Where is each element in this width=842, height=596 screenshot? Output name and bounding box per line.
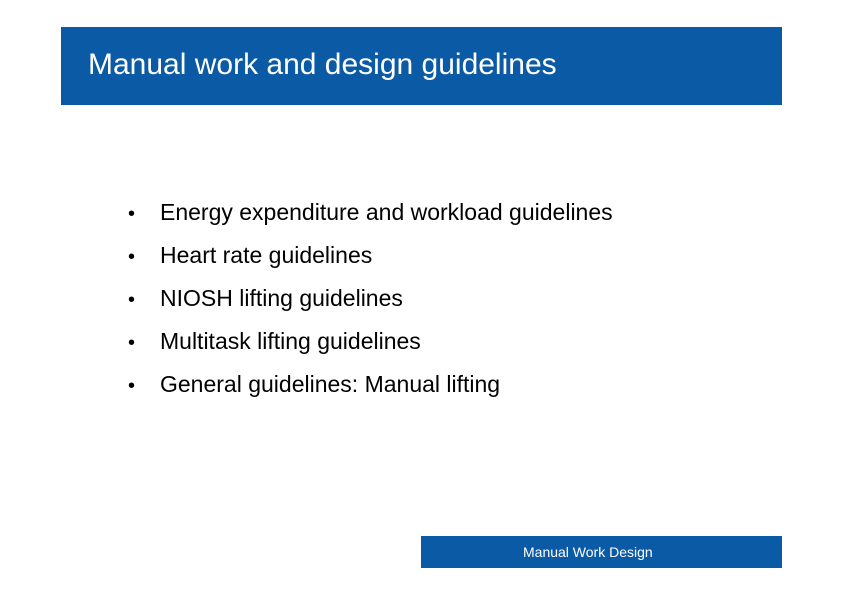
bullet-marker: • — [128, 375, 136, 397]
footer-label: Manual Work Design — [523, 544, 653, 560]
bullet-text: Energy expenditure and workload guidelines — [160, 199, 613, 225]
bullet-item — [128, 323, 613, 366]
bullet-text: NIOSH lifting guidelines — [160, 285, 403, 311]
title-bar — [61, 27, 782, 105]
bullet-marker: • — [128, 289, 136, 311]
bullet-text: Multitask lifting guidelines — [160, 328, 421, 354]
slide-title: Manual work and design guidelines — [88, 48, 557, 81]
bullet-marker: • — [128, 246, 136, 268]
bullet-item — [128, 237, 613, 280]
bullet-marker: • — [128, 332, 136, 354]
bullet-list — [128, 194, 613, 409]
bullet-item — [128, 366, 613, 409]
bullet-item — [128, 194, 613, 237]
bullet-text: Heart rate guidelines — [160, 242, 373, 268]
bullet-item — [128, 280, 613, 323]
footer-bar — [421, 536, 782, 568]
bullet-text: General guidelines: Manual lifting — [160, 371, 501, 397]
bullet-marker: • — [128, 203, 136, 225]
